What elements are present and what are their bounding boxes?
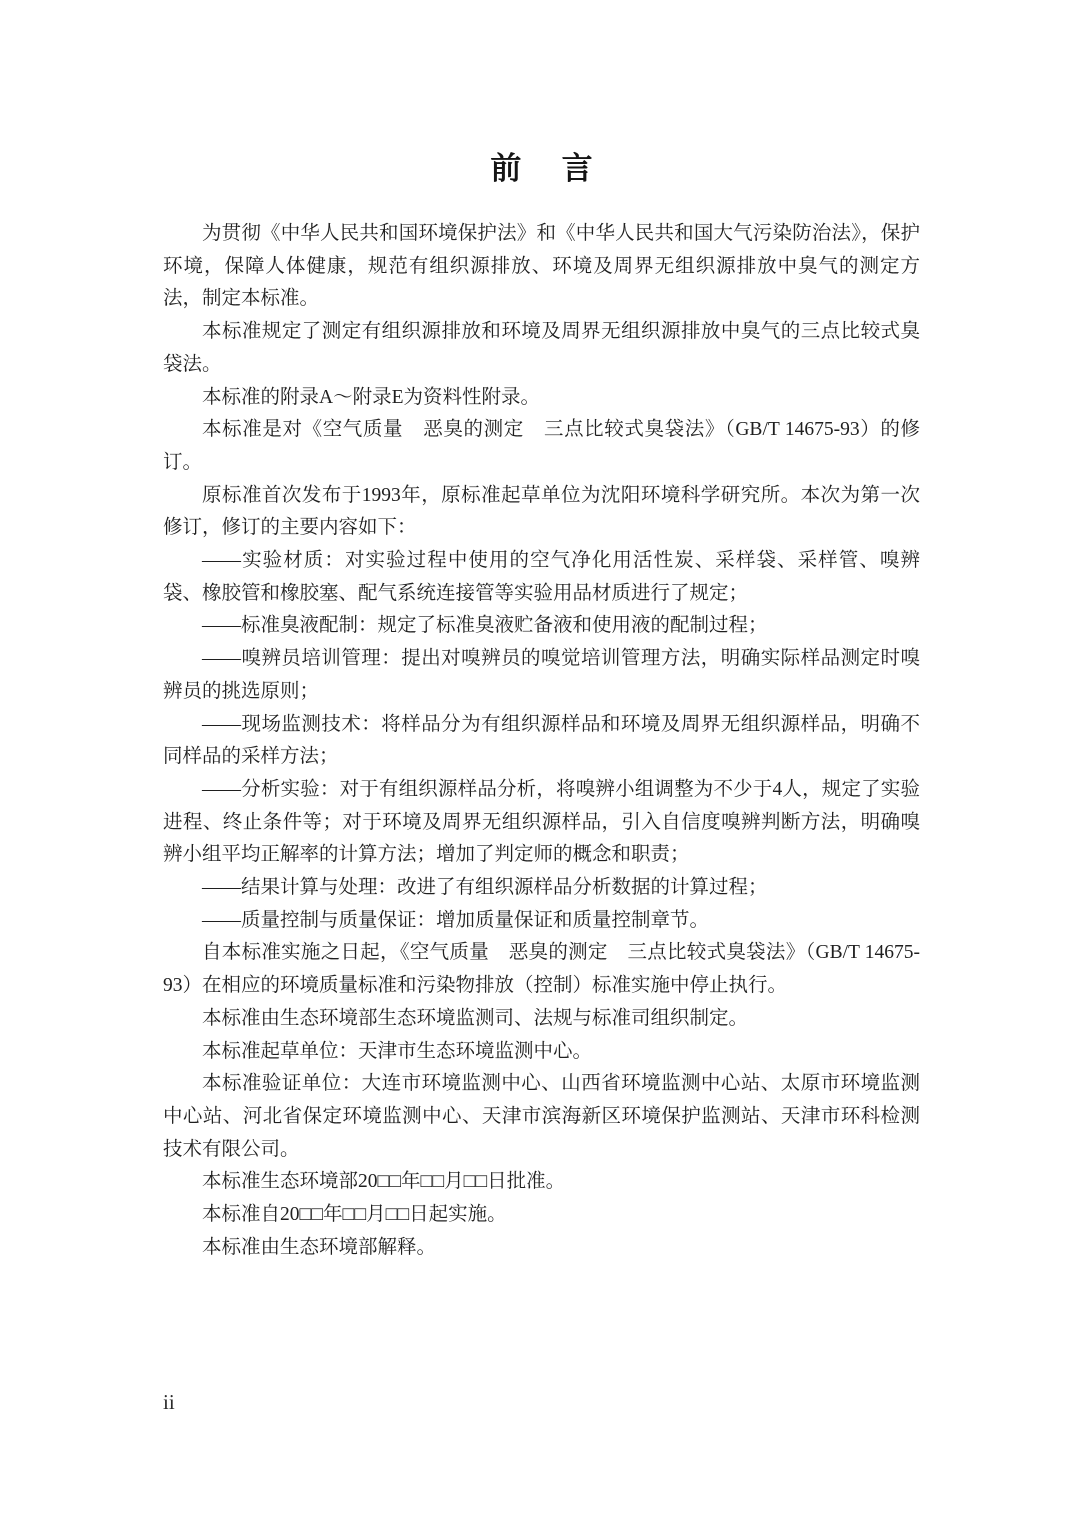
paragraph: ——分析实验：对于有组织源样品分析，将嗅辨小组调整为不少于4人，规定了实验进程、终止条件等；对于环境及周界无组织源样品，引入自信度嗅辨判断方法，明确嗅辨小组平均正解率的计算方法；增加了判定师的概念和职责； [163, 778, 920, 866]
paragraph: 本标准的附录A～附录E为资料性附录。 [202, 386, 540, 408]
paragraph: 本标准由生态环境部生态环境监测司、法规与标准司组织制定。 [202, 1007, 749, 1029]
paragraph: 本标准验证单位：大连市环境监测中心、山西省环境监测中心站、太原市环境监测中心站、河北省保定环境监测中心、天津市滨海新区环境保护监测站、天津市环科检测技术有限公司。 [163, 1073, 920, 1160]
paragraph: 本标准规定了测定有组织源排放和环境及周界无组织源排放中臭气的三点比较式臭袋法。 [163, 321, 920, 375]
paragraph: ——实验材质：对实验过程中使用的空气净化用活性炭、采样袋、采样管、嗅辨袋、橡胶管和橡胶塞、配气系统连接管等实验用品材质进行了规定； [163, 550, 920, 604]
paragraph-list [163, 218, 920, 1265]
paragraph: ——结果计算与处理：改进了有组织源样品分析数据的计算过程； [202, 877, 768, 899]
paragraph: 为贯彻《中华人民共和国环境保护法》和《中华人民共和国大气污染防治法》，保护环境，保障人体健康，规范有组织源排放、环境及周界无组织源排放中臭气的测定方法，制定本标准。 [163, 223, 920, 310]
foreword-section [163, 150, 920, 1265]
page-title: 前 言 [490, 151, 598, 186]
paragraph: 本标准由生态环境部解释。 [202, 1236, 437, 1258]
paragraph: 自本标准实施之日起，《空气质量 恶臭的测定 三点比较式臭袋法》（GB/T 14675-93）在相应的环境质量标准和污染物排放（控制）标准实施中停止执行。 [163, 942, 920, 997]
page-number: ii [163, 1390, 175, 1414]
paragraph: 本标准生态环境部20□□年□□月□□日批准。 [202, 1171, 566, 1193]
paragraph: 本标准是对《空气质量 恶臭的测定 三点比较式臭袋法》（GB/T 14675-93）的修订。 [163, 419, 920, 473]
paragraph: ——质量控制与质量保证：增加质量保证和质量控制章节。 [202, 909, 710, 931]
paragraph: ——嗅辨员培训管理：提出对嗅辨员的嗅觉培训管理方法，明确实际样品测定时嗅辨员的挑选原则； [163, 648, 920, 702]
paragraph: 本标准自20□□年□□月□□日起实施。 [202, 1204, 507, 1226]
paragraph: ——标准臭液配制：规定了标准臭液贮备液和使用液的配制过程； [202, 615, 768, 637]
paragraph: 本标准起草单位：天津市生态环境监测中心。 [202, 1040, 593, 1062]
paragraph: 原标准首次发布于1993年，原标准起草单位为沈阳环境科学研究所。本次为第一次修订，修订的主要内容如下： [163, 484, 920, 539]
paragraph: ——现场监测技术：将样品分为有组织源样品和环境及周界无组织源样品，明确不同样品的采样方法； [163, 713, 920, 768]
